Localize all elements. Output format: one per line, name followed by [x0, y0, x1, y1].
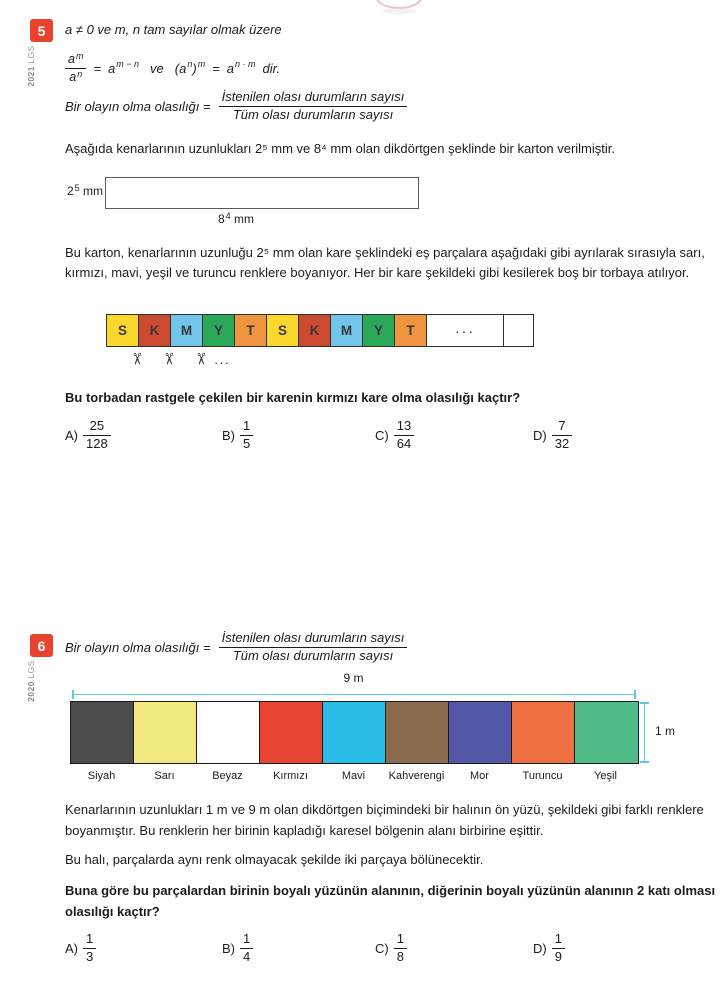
option-letter: B) [222, 940, 235, 956]
q5-option-c [375, 419, 414, 452]
question-5-source-label [26, 41, 36, 91]
carpet-color-square [197, 702, 260, 763]
option-letter: C) [375, 940, 389, 956]
strip-square: M [331, 315, 363, 346]
carpet-height-measure-line [644, 702, 645, 763]
scissors-icon: ✂ [127, 352, 145, 366]
q6-question-text: Buna göre bu parçalardan birinin boyalı yüzünün alanının, diğerinin boyalı yüzünün alanının 2 katı olması olasılığı kaçtır? [65, 883, 716, 919]
option-letter: D) [533, 940, 547, 956]
equals-sign-2: = [212, 60, 220, 76]
option-letter: D) [533, 427, 547, 443]
dir-word: dir. [262, 60, 281, 76]
strip-square: S [107, 315, 139, 346]
strip-square: K [299, 315, 331, 346]
carpet-color-name: Yeşil [594, 770, 617, 782]
carpet-color-square [134, 702, 197, 763]
scissors-icon: ✂ [159, 352, 177, 366]
carpet-color-square [512, 702, 575, 763]
q6-option-a [65, 932, 96, 965]
strip-ellipsis-cell: ··· [427, 315, 504, 346]
strip-square: M [171, 315, 203, 346]
strip-square: K [139, 315, 171, 346]
question-5-badge: 5 [30, 19, 53, 42]
q6-option-c [375, 932, 407, 965]
probability-lhs: Bir olayın olma olasılığı = [65, 639, 211, 655]
result-1-exp: m − n [116, 59, 140, 69]
scissors-icon: ✂ [191, 352, 209, 366]
q5-exponent-rule-formula [65, 48, 287, 88]
carpet-color-name: Sarı [154, 770, 175, 782]
karton-rectangle [105, 177, 419, 209]
option-letter: B) [222, 427, 235, 443]
option-fraction: $\frac{1}{8}$ [394, 932, 407, 965]
paren-close: ) [192, 60, 197, 76]
probability-denominator: Tüm olası durumların sayısı [232, 647, 394, 663]
carpet-color-name: Kahverengi [388, 770, 445, 782]
option-fraction: $\frac{13}{64}$ [394, 419, 414, 452]
strip-square: T [235, 315, 267, 346]
q5-option-b [222, 419, 253, 452]
option-letter: A) [65, 940, 78, 956]
option-fraction: $\frac{1}{5}$ [240, 419, 253, 452]
carpet-color-name: Turuncu [522, 770, 563, 782]
karton-bottom-length-label: $8^4$ mm [217, 211, 255, 226]
carpet-diagram [70, 701, 639, 764]
source-exam: LGS [26, 45, 36, 64]
q6-paragraph-2: Bu halı, parçalarda aynı renk olmayacak şekilde iki parçaya bölünecektir. [65, 852, 484, 867]
option-fraction: $\frac{1}{4}$ [240, 932, 253, 965]
frac-den-exp: n [77, 68, 83, 79]
karton-side-length-label: $2^5$ mm [66, 183, 103, 198]
q5-option-a [65, 419, 111, 452]
inner-exp: n [187, 59, 193, 69]
strip-square: Y [363, 315, 395, 346]
carpet-width-measure-line [72, 694, 636, 695]
fraction-am-an [65, 52, 86, 84]
option-fraction: $\frac{25}{128}$ [83, 419, 111, 452]
and-word: ve [150, 60, 164, 76]
q5-probability-formula [65, 86, 407, 126]
carpet-color-name: Beyaz [212, 770, 243, 782]
carpet-width-label: 9 m [343, 671, 364, 685]
carpet-color-square [260, 702, 323, 763]
paren-open: (a [174, 60, 187, 76]
probability-denominator: Tüm olası durumların sayısı [232, 106, 394, 122]
page-edge-smudge-decoration [382, 8, 416, 14]
outer-exp: m [197, 59, 206, 69]
q5-question-text: Bu torbadan rastgele çekilen bir karenin kırmızı kare olma olasılığı kaçtır? [65, 390, 521, 405]
question-6-source-label [26, 656, 36, 706]
question-6-badge: 6 [30, 634, 53, 657]
strip-square: Y [203, 315, 235, 346]
probability-lhs: Bir olayın olma olasılığı = [65, 98, 211, 114]
probability-numerator: İstenilen olası durumların sayısı [219, 90, 408, 107]
option-letter: C) [375, 427, 389, 443]
carpet-color-name: Mavi [341, 770, 366, 782]
carpet-color-name: Siyah [87, 770, 116, 782]
probability-numerator: İstenilen olası durumların sayısı [219, 631, 408, 648]
carpet-color-names [70, 770, 637, 782]
source-year: 2020 [26, 681, 36, 702]
carpet-color-square [449, 702, 512, 763]
result-2-exp: n · m [235, 59, 256, 69]
colored-squares-strip [106, 314, 534, 347]
probability-fraction [219, 631, 408, 664]
option-fraction: $\frac{1}{3}$ [83, 932, 96, 965]
q6-option-b [222, 932, 253, 965]
q5-given-statement: a ≠ 0 ve m, n tam sayılar olmak üzere [65, 22, 282, 37]
strip-square: T [395, 315, 427, 346]
carpet-color-square [71, 702, 134, 763]
q5-paragraph-2: Bu karton, kenarlarının uzunluğu 2⁵ mm olan kare şeklindeki eş parçalara aşağıdaki gibi ayrılarak sırasıyla sarı, kırmızı, mavi, yeşil ve turuncu renklere boyanıyor. Her bir kare şekildeki gibi kesilerek boş bir torbaya atılıyor. [65, 245, 705, 280]
frac-den-base: a [69, 69, 77, 84]
frac-num-base: a [68, 52, 75, 67]
probability-fraction [219, 90, 408, 123]
carpet-color-square [575, 702, 638, 763]
result-1: a [108, 60, 116, 76]
source-exam: LGS [26, 660, 36, 679]
q6-paragraph-1: Kenarlarının uzunlukları 1 m ve 9 m olan dikdörtgen biçimindeki bir halının ön yüzü, şekildeki gibi farklı renklere boyanmıştır. Bu renklerin her birinin kapladığı karesel bölgenin alanı birbirine eşittir. [65, 802, 704, 838]
carpet-color-name: Mor [470, 770, 489, 782]
frac-num-exp: m [75, 51, 84, 62]
q5-option-d [533, 419, 572, 452]
option-letter: A) [65, 427, 78, 443]
carpet-color-square [323, 702, 386, 763]
scissors-ellipsis: ··· [214, 355, 230, 370]
carpet-color-square [386, 702, 449, 763]
option-fraction: $\frac{7}{32}$ [552, 419, 572, 452]
source-year: 2021 [26, 66, 36, 87]
carpet-height-label: 1 m [655, 724, 676, 738]
strip-empty-cell [504, 315, 533, 346]
q6-probability-formula [65, 626, 407, 668]
option-fraction: $\frac{1}{9}$ [552, 932, 565, 965]
q6-option-d [533, 932, 565, 965]
strip-square: S [267, 315, 299, 346]
carpet-color-name: Kırmızı [273, 770, 308, 782]
q5-paragraph-1: Aşağıda kenarlarının uzunlukları 2⁵ mm ve 8⁴ mm olan dikdörtgen şeklinde bir karton verilmiştir. [65, 141, 615, 156]
result-2: a [226, 60, 235, 76]
equals-sign: = [93, 60, 102, 76]
